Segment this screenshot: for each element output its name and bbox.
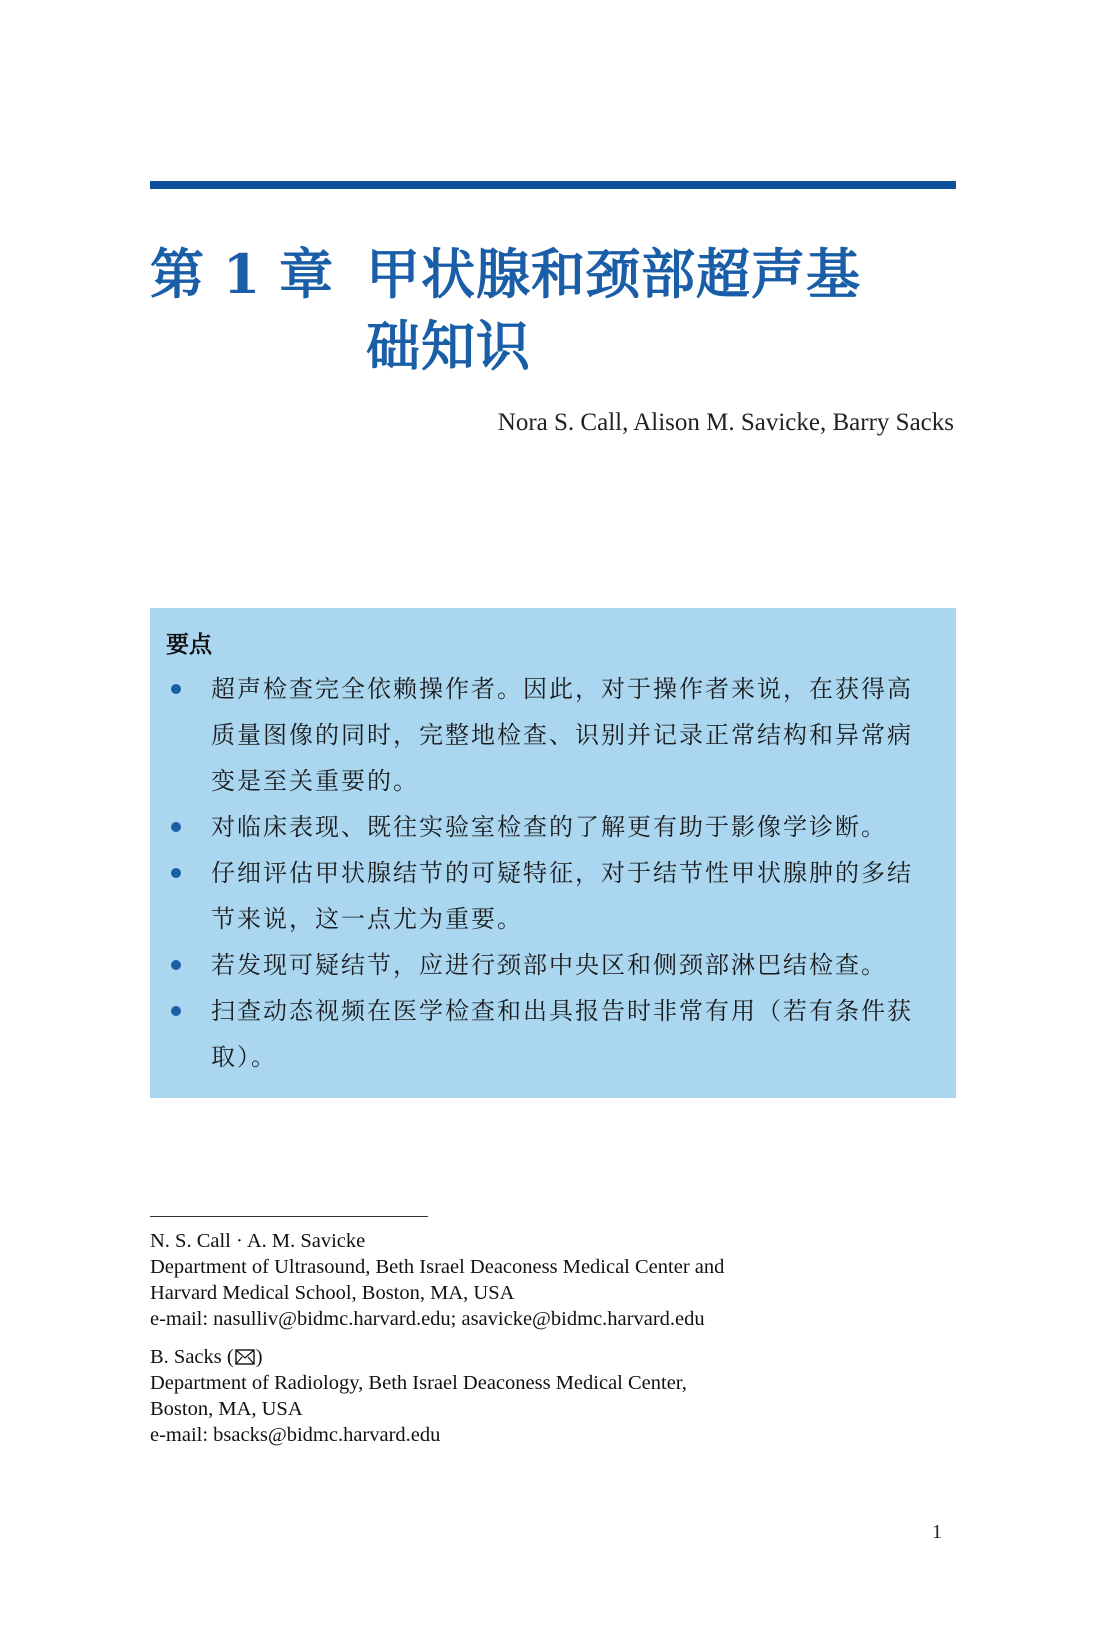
- key-points-heading: 要点: [166, 632, 212, 658]
- bullet-icon: [171, 1006, 181, 1016]
- key-point-text: 超声检查完全依赖操作者。因此，对于操作者来说，在获得高质量图像的同时，完整地检查、识别并记录正常结构和异常病变是至关重要的。: [211, 675, 913, 795]
- paren-open: (: [226, 1346, 234, 1368]
- key-point-text: 对临床表现、既往实验室检查的了解更有助于影像学诊断。: [211, 813, 887, 841]
- affiliation-email[interactable]: e-mail: nasulliv@bidmc.harvard.edu; asavicke@bidmc.harvard.edu: [150, 1308, 705, 1330]
- key-point-text: 扫查动态视频在医学检查和出具报告时非常有用（若有条件获取）。: [211, 997, 913, 1071]
- envelope-icon: [235, 1349, 255, 1365]
- page-number: 1: [932, 1521, 942, 1543]
- chapter-top-rule: [150, 181, 956, 189]
- footnote-rule: [150, 1216, 428, 1217]
- affiliation-group-sacks: [150, 1344, 810, 1448]
- affiliation-names: N. S. Call · A. M. Savicke: [150, 1230, 366, 1252]
- chapter-number: 第 1 章: [150, 242, 334, 306]
- affiliation-location: Boston, MA, USA: [150, 1398, 303, 1420]
- key-points-box: [150, 608, 956, 1098]
- author-affiliations: [150, 1228, 810, 1460]
- key-point-item: [166, 666, 938, 804]
- bullet-icon: [171, 684, 181, 694]
- affiliation-location: Harvard Medical School, Boston, MA, USA: [150, 1282, 515, 1304]
- affiliation-email[interactable]: e-mail: bsacks@bidmc.harvard.edu: [150, 1424, 441, 1446]
- key-point-item: [166, 988, 938, 1080]
- key-point-item: [166, 804, 938, 850]
- corresponding-author-name: B. Sacks: [150, 1346, 222, 1368]
- bullet-icon: [171, 822, 181, 832]
- key-point-text: 若发现可疑结节，应进行颈部中央区和侧颈部淋巴结检查。: [211, 951, 887, 979]
- bullet-icon: [171, 868, 181, 878]
- corresponding-author-line: [150, 1344, 810, 1370]
- key-point-item: [166, 850, 938, 942]
- affiliation-department: Department of Radiology, Beth Israel Deaconess Medical Center,: [150, 1372, 687, 1394]
- author-list: Nora S. Call, Alison M. Savicke, Barry Sacks: [497, 409, 954, 436]
- paren-close: ): [255, 1346, 263, 1368]
- key-point-text: 仔细评估甲状腺结节的可疑特征，对于结节性甲状腺肿的多结节来说，这一点尤为重要。: [211, 859, 913, 933]
- bullet-icon: [171, 960, 181, 970]
- affiliation-department: Department of Ultrasound, Beth Israel Deaconess Medical Center and: [150, 1256, 725, 1278]
- chapter-title: 甲状腺和颈部超声基础知识: [366, 242, 861, 378]
- key-point-item: [166, 942, 938, 988]
- affiliation-group-call-savicke: [150, 1228, 810, 1332]
